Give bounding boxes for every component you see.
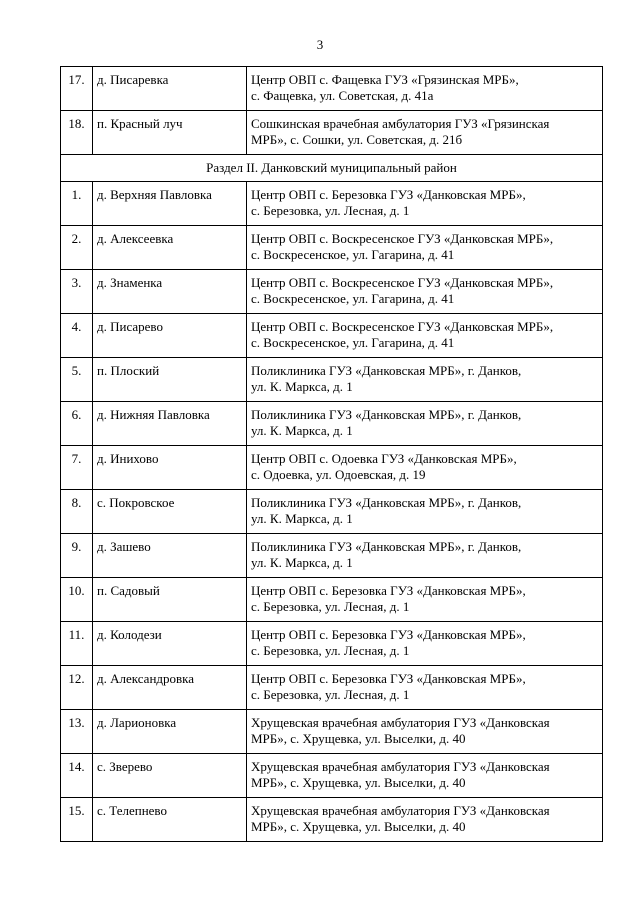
settlement-name: д. Нижняя Павловка (93, 402, 247, 446)
table-row (61, 578, 603, 622)
settlement-name: д. Писаревка (93, 67, 247, 111)
table-row (61, 314, 603, 358)
table-row (61, 710, 603, 754)
institution-cell (247, 226, 603, 270)
row-number: 4. (61, 314, 93, 358)
table-row (61, 490, 603, 534)
table-row (61, 67, 603, 111)
institution-name: Центр ОВП с. Фащевка ГУЗ «Грязинская МРБ», (251, 72, 519, 87)
institution-address: ул. К. Маркса, д. 1 (251, 511, 353, 526)
institution-address: МРБ», с. Хрущевка, ул. Выселки, д. 40 (251, 775, 466, 790)
institution-cell (247, 666, 603, 710)
table-row (61, 111, 603, 155)
settlement-name: п. Красный луч (93, 111, 247, 155)
institution-cell (247, 314, 603, 358)
institution-name: Сошкинская врачебная амбулатория ГУЗ «Грязинская (251, 116, 550, 131)
row-number: 17. (61, 67, 93, 111)
institution-address: с. Воскресенское, ул. Гагарина, д. 41 (251, 291, 455, 306)
institution-address: ул. К. Маркса, д. 1 (251, 423, 353, 438)
institution-address: МРБ», с. Хрущевка, ул. Выселки, д. 40 (251, 731, 466, 746)
section-title: Раздел II. Данковский муниципальный район (61, 155, 603, 182)
table-row (61, 534, 603, 578)
institution-address: ул. К. Маркса, д. 1 (251, 555, 353, 570)
institution-cell (247, 710, 603, 754)
institution-cell (247, 798, 603, 842)
row-number: 10. (61, 578, 93, 622)
page-number: 3 (316, 37, 324, 52)
settlement-name: д. Александровка (93, 666, 247, 710)
institutions-table (60, 66, 603, 842)
institution-name: Центр ОВП с. Одоевка ГУЗ «Данковская МРБ», (251, 451, 517, 466)
settlement-name: п. Садовый (93, 578, 247, 622)
row-number: 5. (61, 358, 93, 402)
row-number: 8. (61, 490, 93, 534)
row-number: 12. (61, 666, 93, 710)
row-number: 11. (61, 622, 93, 666)
institution-cell (247, 358, 603, 402)
institution-name: Центр ОВП с. Воскресенское ГУЗ «Данковская МРБ», (251, 275, 554, 290)
institution-name: Центр ОВП с. Воскресенское ГУЗ «Данковская МРБ», (251, 231, 554, 246)
settlement-name: д. Алексеевка (93, 226, 247, 270)
institution-cell (247, 622, 603, 666)
settlement-name: с. Покровское (93, 490, 247, 534)
settlement-name: д. Зашево (93, 534, 247, 578)
institution-name: Центр ОВП с. Березовка ГУЗ «Данковская МРБ», (251, 187, 526, 202)
table-row (61, 798, 603, 842)
institution-name: Поликлиника ГУЗ «Данковская МРБ», г. Данков, (251, 363, 522, 378)
institution-address: МРБ», с. Хрущевка, ул. Выселки, д. 40 (251, 819, 466, 834)
institution-name: Центр ОВП с. Березовка ГУЗ «Данковская МРБ», (251, 583, 526, 598)
row-number: 6. (61, 402, 93, 446)
settlement-name: д. Верхняя Павловка (93, 182, 247, 226)
institution-cell (247, 490, 603, 534)
institution-name: Поликлиника ГУЗ «Данковская МРБ», г. Данков, (251, 407, 522, 422)
institution-name: Хрущевская врачебная амбулатория ГУЗ «Данковская (251, 803, 550, 818)
table-row (61, 182, 603, 226)
institution-name: Поликлиника ГУЗ «Данковская МРБ», г. Данков, (251, 495, 522, 510)
row-number: 1. (61, 182, 93, 226)
row-number: 13. (61, 710, 93, 754)
table-row (61, 402, 603, 446)
row-number: 15. (61, 798, 93, 842)
institution-cell (247, 182, 603, 226)
institution-cell (247, 402, 603, 446)
institution-name: Центр ОВП с. Воскресенское ГУЗ «Данковская МРБ», (251, 319, 554, 334)
table-row (61, 622, 603, 666)
institution-address: с. Березовка, ул. Лесная, д. 1 (251, 687, 410, 702)
institution-cell (247, 578, 603, 622)
row-number: 2. (61, 226, 93, 270)
institution-address: с. Березовка, ул. Лесная, д. 1 (251, 643, 410, 658)
institution-address: с. Воскресенское, ул. Гагарина, д. 41 (251, 335, 455, 350)
row-number: 3. (61, 270, 93, 314)
institution-address: с. Березовка, ул. Лесная, д. 1 (251, 203, 410, 218)
institution-cell (247, 111, 603, 155)
institution-address: с. Одоевка, ул. Одоевская, д. 19 (251, 467, 426, 482)
settlement-name: д. Знаменка (93, 270, 247, 314)
institution-address: с. Фащевка, ул. Советская, д. 41а (251, 88, 434, 103)
institution-cell (247, 446, 603, 490)
table-row (61, 270, 603, 314)
table-row (61, 446, 603, 490)
row-number: 9. (61, 534, 93, 578)
table-row (61, 358, 603, 402)
institution-cell (247, 754, 603, 798)
institution-address: ул. К. Маркса, д. 1 (251, 379, 353, 394)
institution-name: Хрущевская врачебная амбулатория ГУЗ «Данковская (251, 715, 550, 730)
row-number: 18. (61, 111, 93, 155)
institution-name: Центр ОВП с. Березовка ГУЗ «Данковская МРБ», (251, 627, 526, 642)
table-row (61, 226, 603, 270)
institution-cell (247, 534, 603, 578)
settlement-name: с. Телепнево (93, 798, 247, 842)
settlement-name: д. Колодези (93, 622, 247, 666)
settlement-name: д. Ларионовка (93, 710, 247, 754)
row-number: 14. (61, 754, 93, 798)
table-row (61, 754, 603, 798)
institution-name: Поликлиника ГУЗ «Данковская МРБ», г. Данков, (251, 539, 522, 554)
table-row (61, 666, 603, 710)
row-number: 7. (61, 446, 93, 490)
institution-name: Хрущевская врачебная амбулатория ГУЗ «Данковская (251, 759, 550, 774)
settlement-name: д. Писарево (93, 314, 247, 358)
institution-address: МРБ», с. Сошки, ул. Советская, д. 21б (251, 132, 463, 147)
institution-cell (247, 270, 603, 314)
institution-name: Центр ОВП с. Березовка ГУЗ «Данковская МРБ», (251, 671, 526, 686)
settlement-name: с. Зверево (93, 754, 247, 798)
settlement-name: д. Инихово (93, 446, 247, 490)
section-header-row (61, 155, 603, 182)
institution-address: с. Березовка, ул. Лесная, д. 1 (251, 599, 410, 614)
institution-address: с. Воскресенское, ул. Гагарина, д. 41 (251, 247, 455, 262)
institution-cell (247, 67, 603, 111)
settlement-name: п. Плоский (93, 358, 247, 402)
